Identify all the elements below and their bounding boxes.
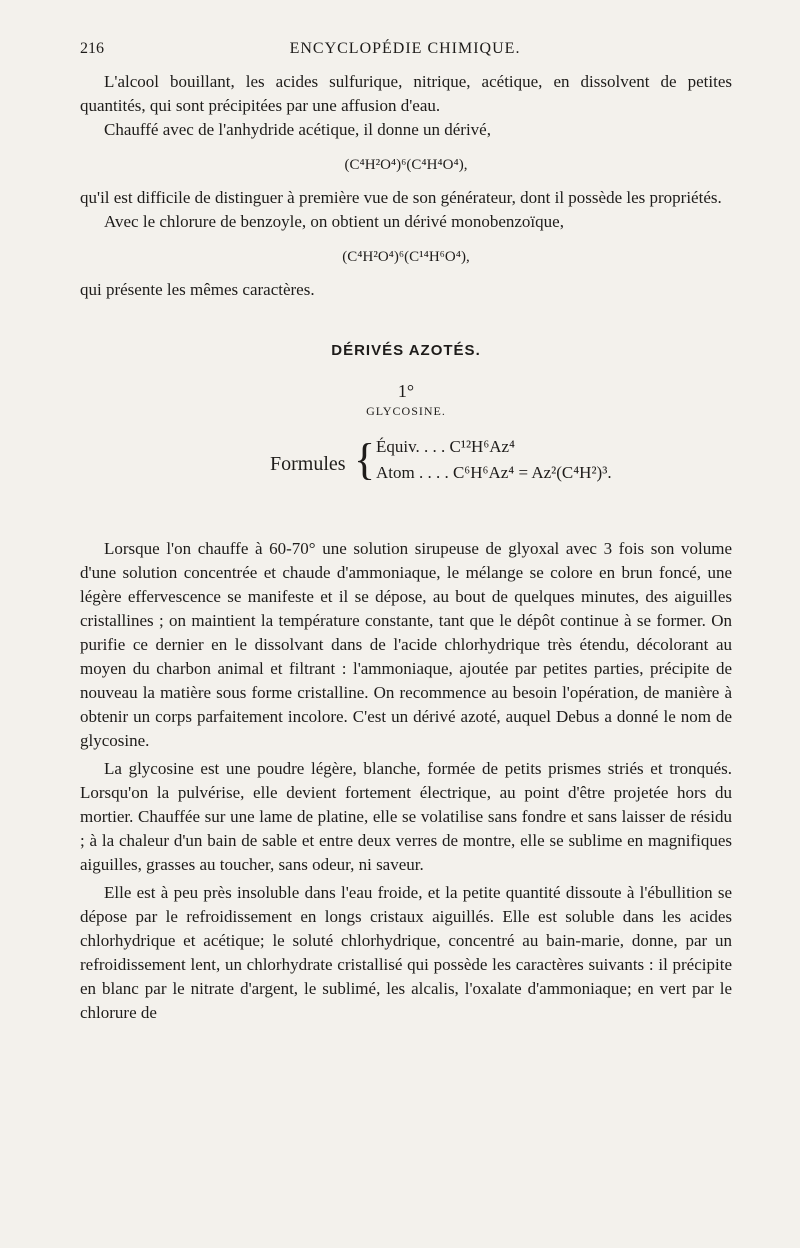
formulas-label: Formules — [270, 453, 346, 475]
formulas-block — [80, 429, 732, 499]
formula-atom: Atom . . . . C⁶H⁶Az⁴ = Az²(C⁴H²)³. — [376, 463, 612, 482]
paragraph-body-3: Elle est à peu près insoluble dans l'eau froide, et la petite quantité dissoute à l'ébullition se dépose par le refroidissement en longs cristaux aiguillés. Elle est soluble dans les acides chlorhydrique et acétique; le soluté chlorhydrique, concentré au bain-marie, donne, par un refroidissement lent, un chlorhydrate cristallisé qui possède les caractères suivants : il précipite en blanc par le nitrate d'argent, le sublimé, les alcalis, l'oxalate d'ammoniaque; en vert par le chlorure de — [80, 883, 732, 1022]
running-head: ENCYCLOPÉDIE CHIMIQUE. — [289, 40, 521, 57]
page-header — [80, 40, 730, 70]
section-title: DÉRIVÉS AZOTÉS. — [331, 342, 481, 359]
section-number: 1° — [397, 381, 415, 401]
formula-acetyl: (C⁴H²O⁴)⁶(C⁴H⁴O⁴), — [344, 157, 468, 173]
compound-name: GLYCOSINE. — [366, 404, 446, 418]
paragraph-intro-5: qui présente les mêmes caractères. — [80, 280, 315, 299]
paragraph-body-2: La glycosine est une poudre légère, blanche, formée de petits prismes striés et tronqués. Lorsqu'on la pulvérise, elle devient fortement électrique, au point d'être projetée hors du mortier. Chauffée sur une lame de platine, elle se volatilise sans fondre et sans laisser de résidu ; à la chaleur d'un bain de sable et entre deux verres de montre, elle se sublime en magnifiques aiguilles, grasses au toucher, sans odeur, ni saveur. — [80, 759, 732, 874]
formula-equiv: Équiv. . . . C¹²H⁶Az⁴ — [376, 437, 515, 456]
paragraph-body-1: Lorsque l'on chauffe à 60-70° une solution sirupeuse de glyoxal avec 3 fois son volume d'une solution concentrée et chaude d'ammoniaque, le mélange se colore en brun foncé, une légère effervescence se manifeste et il se dépose, au bout de quelques minutes, des aiguilles cristallines ; on maintient la température constante, tant que le dépôt continue à se former. On purifie ce dernier en le dissolvant dans de l'acide chlorhydrique très étendu, décolorant au moyen du charbon animal et filtrant : l'ammoniaque, ajoutée par petites parties, précipite de nouveau la matière sous forme cristalline. On recommence au besoin l'opération, de manière à obtenir un corps parfaitement incolore. C'est un dérivé azoté, auquel Debus a donné le nom de glycosine. — [80, 539, 732, 750]
page-body — [80, 70, 732, 1025]
brace-icon: { — [354, 435, 376, 484]
page-number: 216 — [80, 40, 104, 57]
paragraph-intro-3: qu'il est difficile de distinguer à première vue de son générateur, dont il possède les propriétés. — [80, 188, 722, 207]
paragraph-intro-2: Chauffé avec de l'anhydride acétique, il donne un dérivé, — [104, 120, 491, 139]
paragraph-intro-4: Avec le chlorure de benzoyle, on obtient un dérivé monobenzoïque, — [104, 212, 564, 231]
paragraph-intro-1: L'alcool bouillant, les acides sulfurique, nitrique, acétique, en dissolvent de petites quantités, qui sont précipitées par une affusion d'eau. — [80, 72, 732, 115]
formula-benzoyl: (C⁴H²O⁴)⁶(C¹⁴H⁶O⁴), — [342, 249, 470, 265]
